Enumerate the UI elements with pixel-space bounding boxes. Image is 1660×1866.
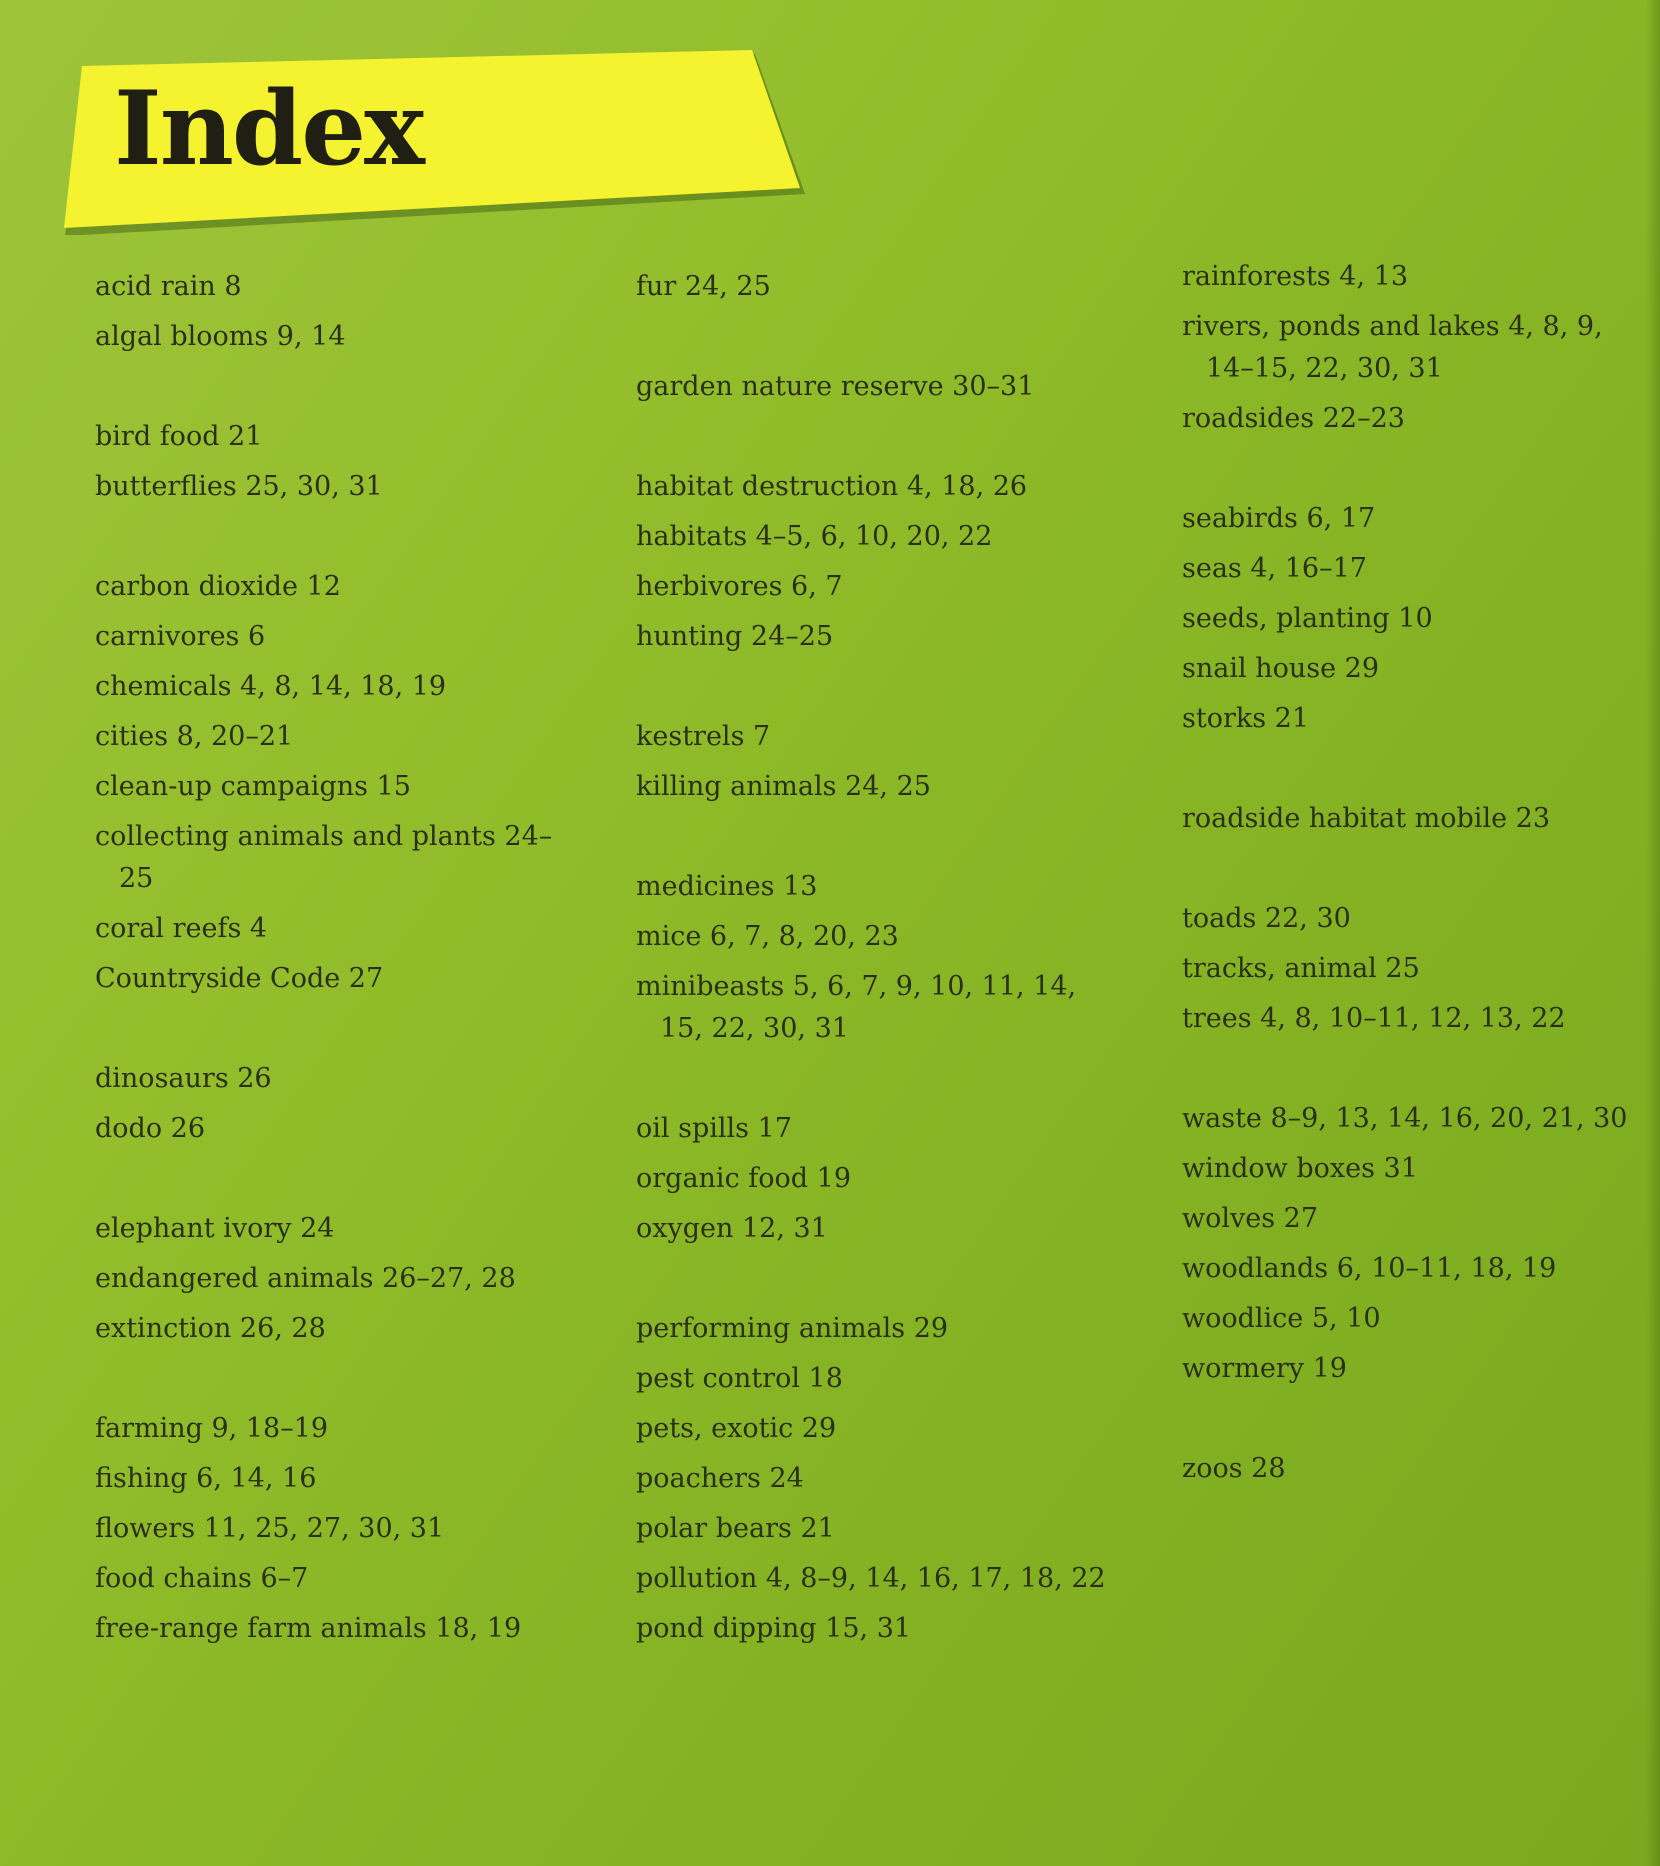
section-gap bbox=[95, 1354, 565, 1404]
index-entry: fishing 6, 14, 16 bbox=[95, 1463, 317, 1494]
index-column-1 bbox=[95, 262, 565, 1654]
index-entry: pollution 4, 8–9, 14, 16, 17, 18, 22 bbox=[636, 1563, 1106, 1594]
index-entry: habitats 4–5, 6, 10, 20, 22 bbox=[636, 521, 993, 552]
index-entry: wolves 27 bbox=[1182, 1203, 1319, 1234]
index-entry: carbon dioxide 12 bbox=[95, 571, 341, 602]
index-entry: chemicals 4, 8, 14, 18, 19 bbox=[95, 671, 447, 702]
index-entry: pond dipping 15, 31 bbox=[636, 1613, 912, 1644]
index-entry: bird food 21 bbox=[95, 421, 263, 452]
index-entry: food chains 6–7 bbox=[95, 1563, 309, 1594]
index-entry: collecting animals and plants 24–25 bbox=[95, 821, 553, 894]
index-entry: hunting 24–25 bbox=[636, 621, 834, 652]
index-entry: pest control 18 bbox=[636, 1363, 843, 1394]
index-column-2 bbox=[636, 262, 1106, 1654]
index-entry: elephant ivory 24 bbox=[95, 1213, 335, 1244]
index-entry: kestrels 7 bbox=[636, 721, 771, 752]
index-entry: acid rain 8 bbox=[95, 271, 242, 302]
section-gap bbox=[636, 1254, 1106, 1304]
index-entry: herbivores 6, 7 bbox=[636, 571, 843, 602]
index-entry: endangered animals 26–27, 28 bbox=[95, 1263, 516, 1294]
index-entry: rivers, ponds and lakes 4, 8, 9, 14–15, 22, 30, 31 bbox=[1182, 311, 1603, 384]
index-entry: storks 21 bbox=[1182, 703, 1310, 734]
index-entry: farming 9, 18–19 bbox=[95, 1413, 329, 1444]
index-entry: wormery 19 bbox=[1182, 1353, 1347, 1384]
index-entry: flowers 11, 25, 27, 30, 31 bbox=[95, 1513, 445, 1544]
index-entry: free-range farm animals 18, 19 bbox=[95, 1613, 522, 1644]
section-gap bbox=[1182, 1044, 1632, 1094]
index-entry: seas 4, 16–17 bbox=[1182, 553, 1367, 584]
index-entry: poachers 24 bbox=[636, 1463, 804, 1494]
section-gap bbox=[636, 412, 1106, 462]
section-gap bbox=[95, 512, 565, 562]
section-gap bbox=[636, 312, 1106, 362]
index-entry: fur 24, 25 bbox=[636, 271, 771, 302]
page-edge-shadow bbox=[1646, 0, 1660, 1866]
section-gap bbox=[636, 1054, 1106, 1104]
index-entry: garden nature reserve 30–31 bbox=[636, 371, 1035, 402]
index-entry: snail house 29 bbox=[1182, 653, 1380, 684]
index-entry: butterflies 25, 30, 31 bbox=[95, 471, 383, 502]
index-entry: polar bears 21 bbox=[636, 1513, 835, 1544]
index-entry: seeds, planting 10 bbox=[1182, 603, 1433, 634]
index-entry: roadside habitat mobile 23 bbox=[1182, 803, 1550, 834]
page-title: Index bbox=[114, 69, 423, 189]
index-entry: toads 22, 30 bbox=[1182, 903, 1351, 934]
index-entry: organic food 19 bbox=[636, 1163, 851, 1194]
index-entry: pets, exotic 29 bbox=[636, 1413, 837, 1444]
index-entry: trees 4, 8, 10–11, 12, 13, 22 bbox=[1182, 1003, 1566, 1034]
index-entry: cities 8, 20–21 bbox=[95, 721, 294, 752]
index-entry: window boxes 31 bbox=[1182, 1153, 1418, 1184]
index-column-3 bbox=[1182, 252, 1632, 1494]
index-entry: roadsides 22–23 bbox=[1182, 403, 1405, 434]
index-entry: Countryside Code 27 bbox=[95, 963, 384, 994]
section-gap bbox=[1182, 444, 1632, 494]
index-entry: algal blooms 9, 14 bbox=[95, 321, 346, 352]
index-entry: habitat destruction 4, 18, 26 bbox=[636, 471, 1028, 502]
index-entry: seabirds 6, 17 bbox=[1182, 503, 1376, 534]
index-entry: clean-up campaigns 15 bbox=[95, 771, 411, 802]
index-entry: rainforests 4, 13 bbox=[1182, 261, 1409, 292]
section-gap bbox=[95, 1154, 565, 1204]
title-banner bbox=[60, 50, 805, 235]
index-entry: carnivores 6 bbox=[95, 621, 266, 652]
section-gap bbox=[636, 662, 1106, 712]
index-entry: mice 6, 7, 8, 20, 23 bbox=[636, 921, 899, 952]
index-entry: minibeasts 5, 6, 7, 9, 10, 11, 14, 15, 22, 30, 31 bbox=[636, 971, 1077, 1044]
section-gap bbox=[1182, 844, 1632, 894]
index-entry: woodlands 6, 10–11, 18, 19 bbox=[1182, 1253, 1557, 1284]
index-entry: killing animals 24, 25 bbox=[636, 771, 931, 802]
section-gap bbox=[95, 1004, 565, 1054]
section-gap bbox=[636, 812, 1106, 862]
section-gap bbox=[1182, 744, 1632, 794]
index-entry: oxygen 12, 31 bbox=[636, 1213, 828, 1244]
section-gap bbox=[1182, 1394, 1632, 1444]
index-entry: medicines 13 bbox=[636, 871, 818, 902]
index-entry: performing animals 29 bbox=[636, 1313, 949, 1344]
index-entry: oil spills 17 bbox=[636, 1113, 792, 1144]
index-entry: woodlice 5, 10 bbox=[1182, 1303, 1381, 1334]
index-entry: zoos 28 bbox=[1182, 1453, 1286, 1484]
index-entry: waste 8–9, 13, 14, 16, 20, 21, 30 bbox=[1182, 1103, 1628, 1134]
index-entry: dodo 26 bbox=[95, 1113, 206, 1144]
index-entry: coral reefs 4 bbox=[95, 913, 268, 944]
section-gap bbox=[95, 362, 565, 412]
index-entry: tracks, animal 25 bbox=[1182, 953, 1420, 984]
index-entry: extinction 26, 28 bbox=[95, 1313, 326, 1344]
index-entry: dinosaurs 26 bbox=[95, 1063, 272, 1094]
